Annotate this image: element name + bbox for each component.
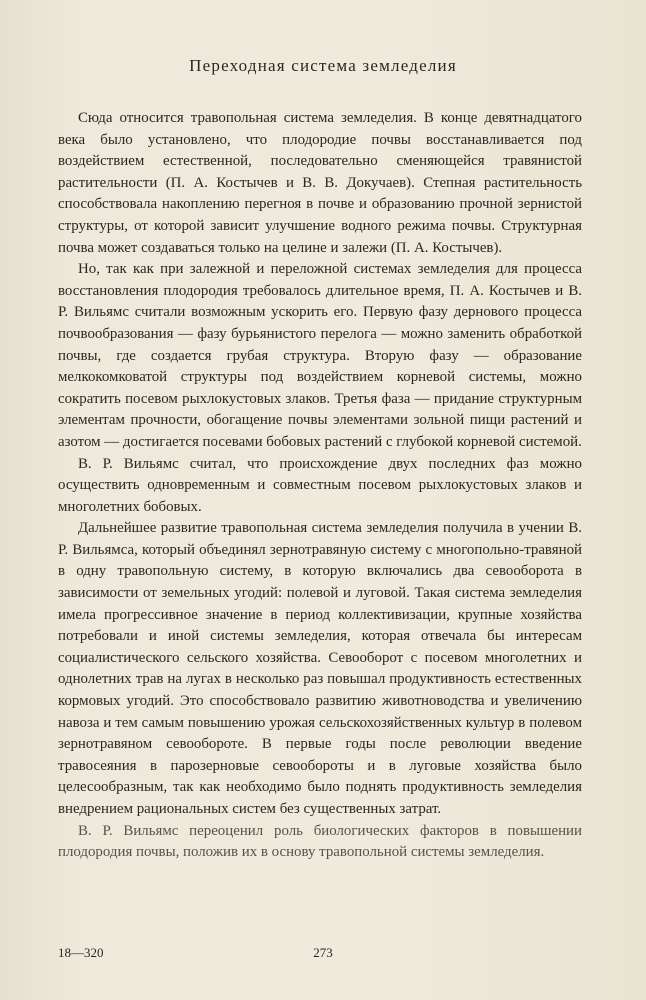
page-number: 273 xyxy=(313,945,333,960)
body-text xyxy=(58,108,582,864)
section-title: Переходная система земледелия xyxy=(189,56,457,75)
paragraph: В. Р. Вильямс переоценил роль биологических факторов в повышении плодородия почвы, положив их в основу травопольной системы земледелия. xyxy=(58,822,582,861)
printer-signature: 18—320 xyxy=(58,945,104,960)
paragraph: Но, так как при залежной и переложной системах земледелия для процесса восстановления плодородия требовалось длительное время, П. А. Костычев и В. Р. Вильямс считали возможным ускорить его. Первую фазу дернового процесса почвообразования — фазу бурьянистого перелога — можно заменить обработкой почвы, где создается грубая структура. Вторую фазу — образование мелкокомковатой структуры под воздействием корневой системы, можно сократить посевом рыхлокустовых злаков. Третья фаза — придание структурным элементам прочности, обогащение почвы элементами зольной пищи растений и азотом — достигается посевами бобовых растений с глубокой корневой системой. xyxy=(58,261,582,450)
paragraph: Сюда относится травопольная система земледелия. В конце девятнадцатого века было установлено, что плодородие почвы восстанавливается под воздействием естественной, последовательно сменяющейся травянистой растительности (П. А. Костычев и В. В. Докучаев). Степная растительность способствовала накоплению перегноя в почве и образованию прочной зернистой структуры, от которой зависит улучшение водного режима почвы. Структурная почва может создаваться только на целине и залежи (П. А. Костычев). xyxy=(58,110,582,256)
paragraph: Дальнейшее развитие травопольная система земледелия получила в учении В. Р. Вильямса, который объединял зернотравяную систему с многопольно-травяной в одну травопольную систему, в которую включались два севооборота в зависимости от земельных угодий: полевой и луговой. Такая система земледелия имела прогрессивное значение в период коллективизации, крупные хозяйства потребовали и иной системы земледелия, которая отвечала бы интересам социалистического сельского хозяйства. Севооборот с посевом многолетних и однолетних трав на лугах в несколько раз повышал продуктивность естественных кормовых угодий. Это способствовало развитию животноводства и увеличению навоза и тем самым повышению урожая сельскохозяйственных культур в полевом зернотравяном севообороте. В первые годы после революции введение травосеяния в парозерновые севообороты и в луговые хозяйства было целесообразным, так как необходимо было поднять продуктивность земледелия внедрением рациональных систем без существенных затрат. xyxy=(58,520,582,817)
paragraph: В. Р. Вильямс считал, что происхождение двух последних фаз можно осуществить одновременным и совместным посевом рыхлокустовых злаков и многолетних бобовых. xyxy=(58,455,582,515)
